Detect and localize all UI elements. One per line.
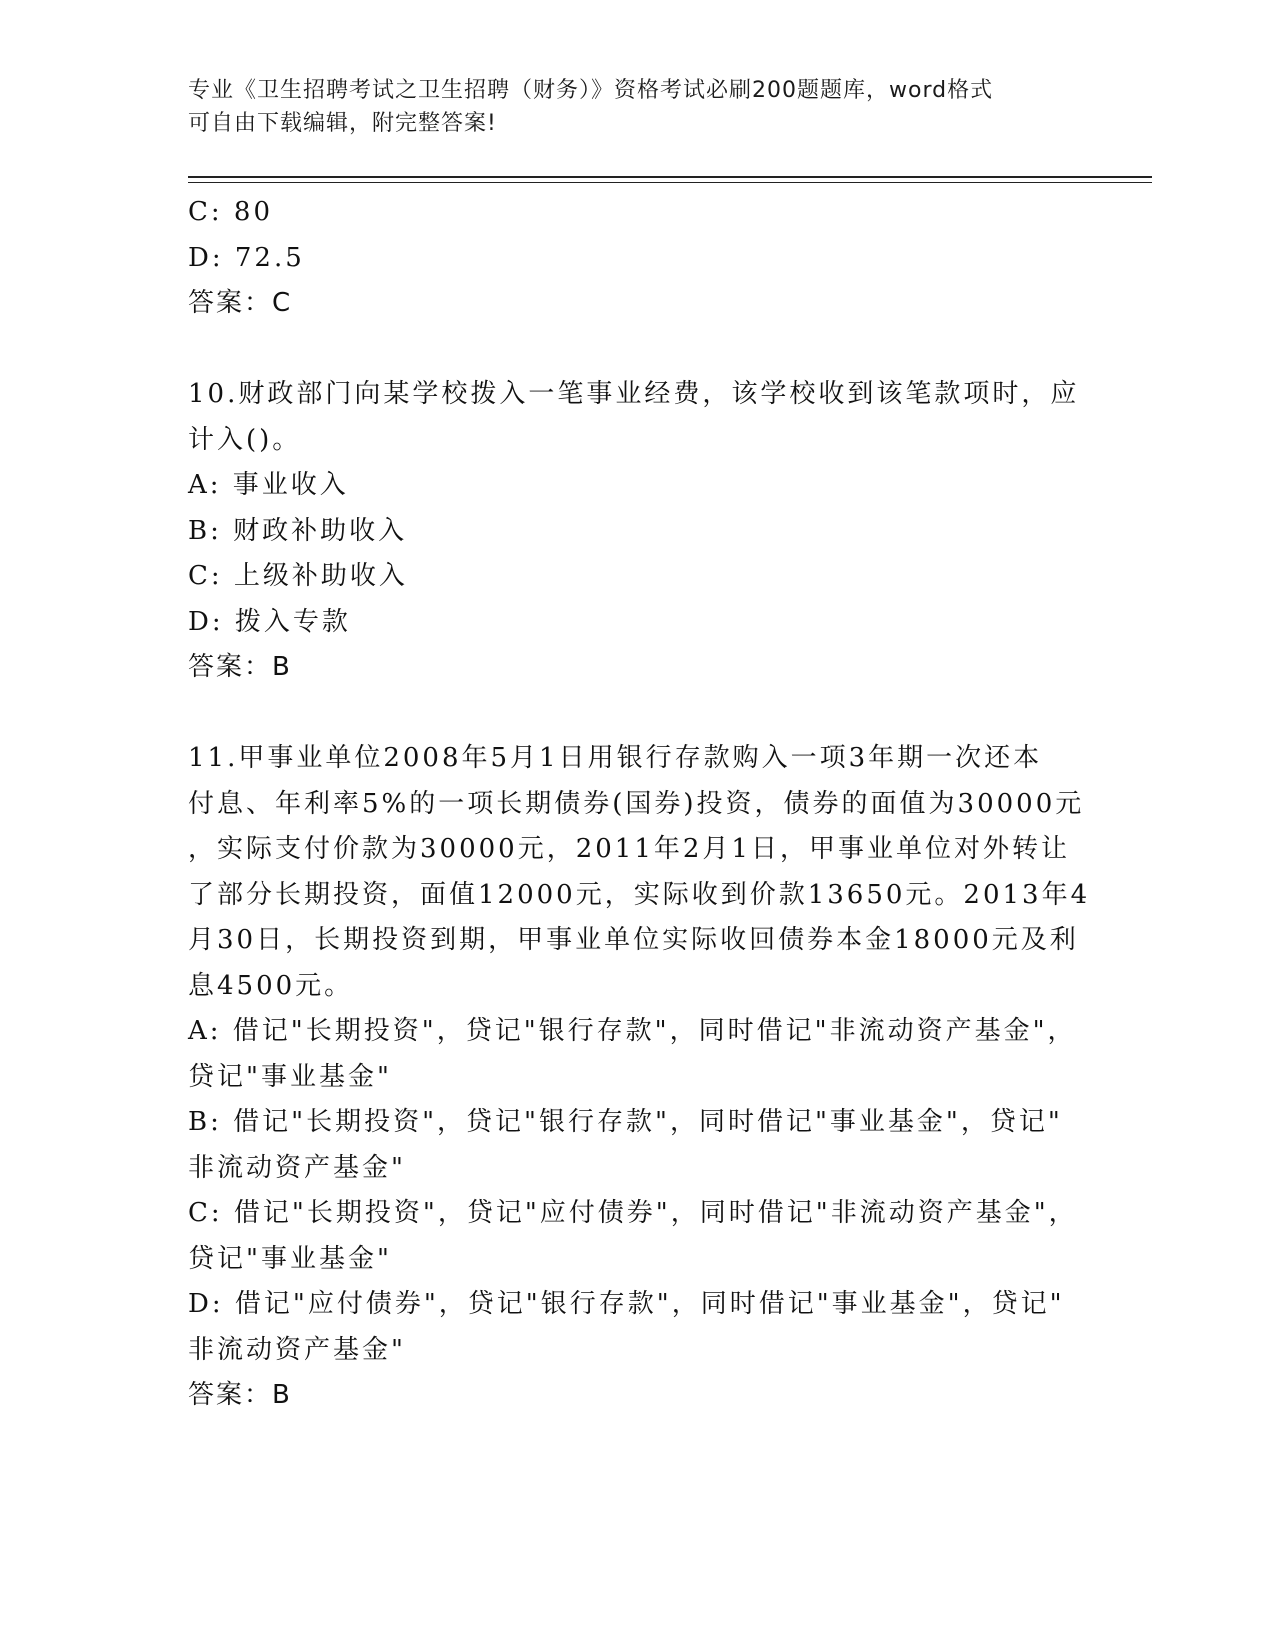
question-stem-line: 月30日，长期投资到期，甲事业单位实际收回债券本金18000元及利 <box>188 925 1079 955</box>
option-b: B: 借记"长期投资"，贷记"银行存款"，同时借记"事业基金"，贷记" <box>188 1107 1063 1137</box>
option-b: B: 财政补助收入 <box>188 515 408 546</box>
spacer <box>188 327 1088 373</box>
question-11 <box>188 736 1091 1419</box>
question-10 <box>188 372 1088 691</box>
question-stem-line: 10.财政部门向某学校拨入一笔事业经费，该学校收到该笔款项时，应 <box>188 379 1080 409</box>
spacer <box>188 691 1088 737</box>
answer-line: 答案：B <box>188 652 292 682</box>
question-stem-line: 计入()。 <box>188 424 302 455</box>
option-d: D: 拨入专款 <box>188 606 351 637</box>
option-c: C: 借记"长期投资"，贷记"应付债券"，同时借记"非流动资产基金"， <box>188 1198 1078 1228</box>
answer-line: 答案：C <box>188 288 293 318</box>
question-stem-line: 息4500元。 <box>188 970 354 1001</box>
header-title-line-2: 可自由下载编辑，附完整答案! <box>188 111 497 136</box>
option-d: D: 借记"应付债券"，贷记"银行存款"，同时借记"事业基金"，贷记" <box>188 1289 1065 1319</box>
option-c: C: 上级补助收入 <box>188 561 408 591</box>
header-title-line-1: 专业《卫生招聘考试之卫生招聘（财务）》资格考试必刷200题题库，word格式 <box>188 78 994 103</box>
question-stem-line: 了部分长期投资，面值12000元，实际收到价款13650元。2013年4 <box>188 879 1091 910</box>
header-divider-thin <box>188 182 1152 183</box>
option-a-continued: 贷记"事业基金" <box>188 1061 392 1092</box>
option-c-continued: 贷记"事业基金" <box>188 1243 392 1274</box>
option-d: D: 72.5 <box>188 242 305 273</box>
option-c: C: 80 <box>188 197 274 227</box>
question-stem-line: ，实际支付价款为30000元，2011年2月1日，甲事业单位对外转让 <box>188 834 1070 864</box>
option-d-continued: 非流动资产基金" <box>188 1334 406 1365</box>
question-stem-line: 11.甲事业单位2008年5月1日用银行存款购入一项3年期一次还本 <box>188 743 1043 773</box>
option-a: A: 事业收入 <box>188 470 349 500</box>
answer-line: 答案：B <box>188 1380 292 1410</box>
option-a: A: 借记"长期投资"，贷记"银行存款"，同时借记"非流动资产基金"， <box>188 1016 1077 1046</box>
header-divider-thick <box>188 176 1152 178</box>
question-9-tail <box>188 190 1088 327</box>
question-content <box>188 190 1091 1419</box>
page-header <box>188 74 1068 140</box>
question-stem-line: 付息、年利率5%的一项长期债券(国券)投资，债券的面值为30000元 <box>188 788 1085 819</box>
option-b-continued: 非流动资产基金" <box>188 1152 406 1183</box>
